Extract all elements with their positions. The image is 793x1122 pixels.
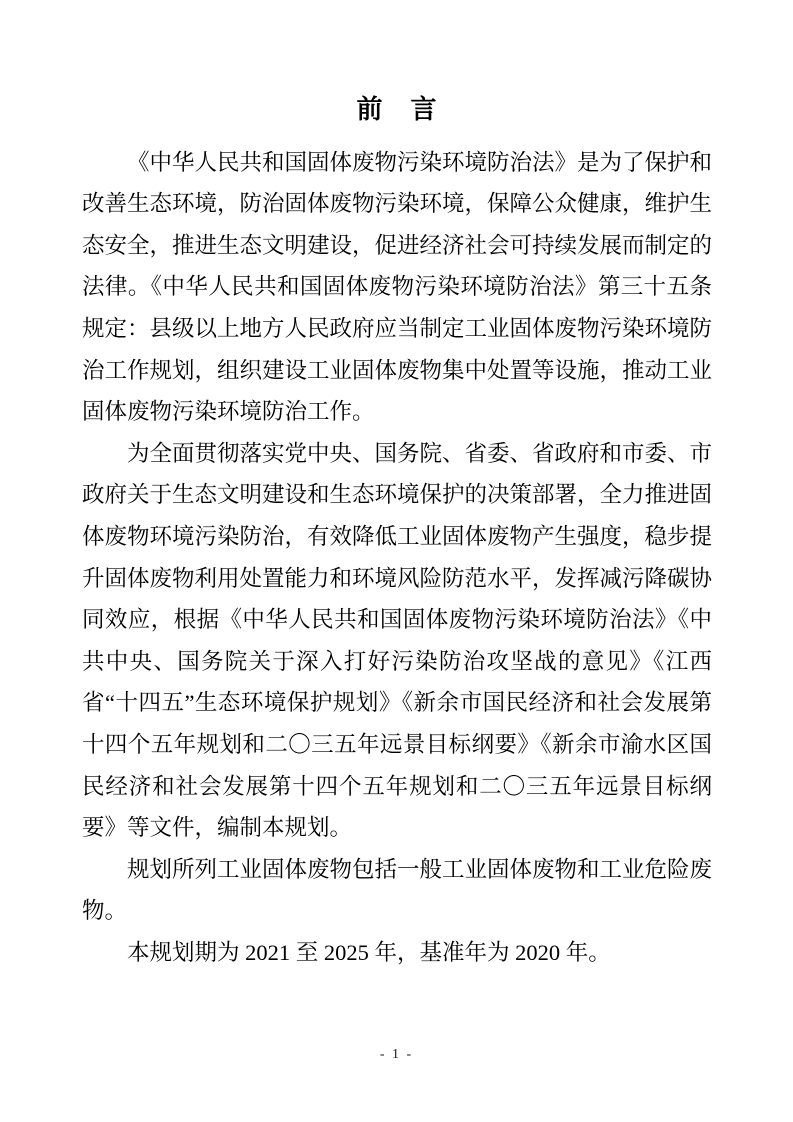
paragraph-policy-basis: 为全面贯彻落实党中央、国务院、省委、省政府和市委、市政府关于生态文明建设和生态环境保护的决策部署，全力推进固体废物环境污染防治，有效降低工业固体废物产生强度，稳步提升固体废物利用处置能力和环境风险防范水平，发挥减污降碳协同效应，根据《中华人民共和国固体废物污染环境防治法》《中共中央、国务院关于深入打好污染防治攻坚战的意见》《江西省“十四五”生态环境保护规划》《新余市国民经济和社会发展第十四个五年规划和二〇三五年远景目标纲要》《新余市渝水区国民经济和社会发展第十四个五年规划和二〇三五年远景目标纲要》等文件，编制本规划。 (82, 440, 713, 841)
page-number: - 1 - (379, 1047, 414, 1062)
page-title: 前 言 (356, 94, 438, 124)
paragraph-scope: 规划所列工业固体废物包括一般工业固体废物和工业危险废物。 (82, 856, 713, 924)
paragraph-planning-period: 本规划期为 2021 至 2025 年，基准年为 2020 年。 (127, 939, 611, 965)
document-body (82, 142, 712, 974)
paragraph-law-intro: 《中华人民共和国固体废物污染环境防治法》是为了保护和改善生态环境，防治固体废物污染环境，保障公众健康，维护生态安全，推进生态文明建设，促进经济社会可持续发展而制定的法律。《中华人民共和国固体废物污染环境防治法》第三十五条规定：县级以上地方人民政府应当制定工业固体废物污染环境防治工作规划，组织建设工业固体废物集中处置等设施，推动工业固体废物污染环境防治工作。 (82, 149, 713, 425)
